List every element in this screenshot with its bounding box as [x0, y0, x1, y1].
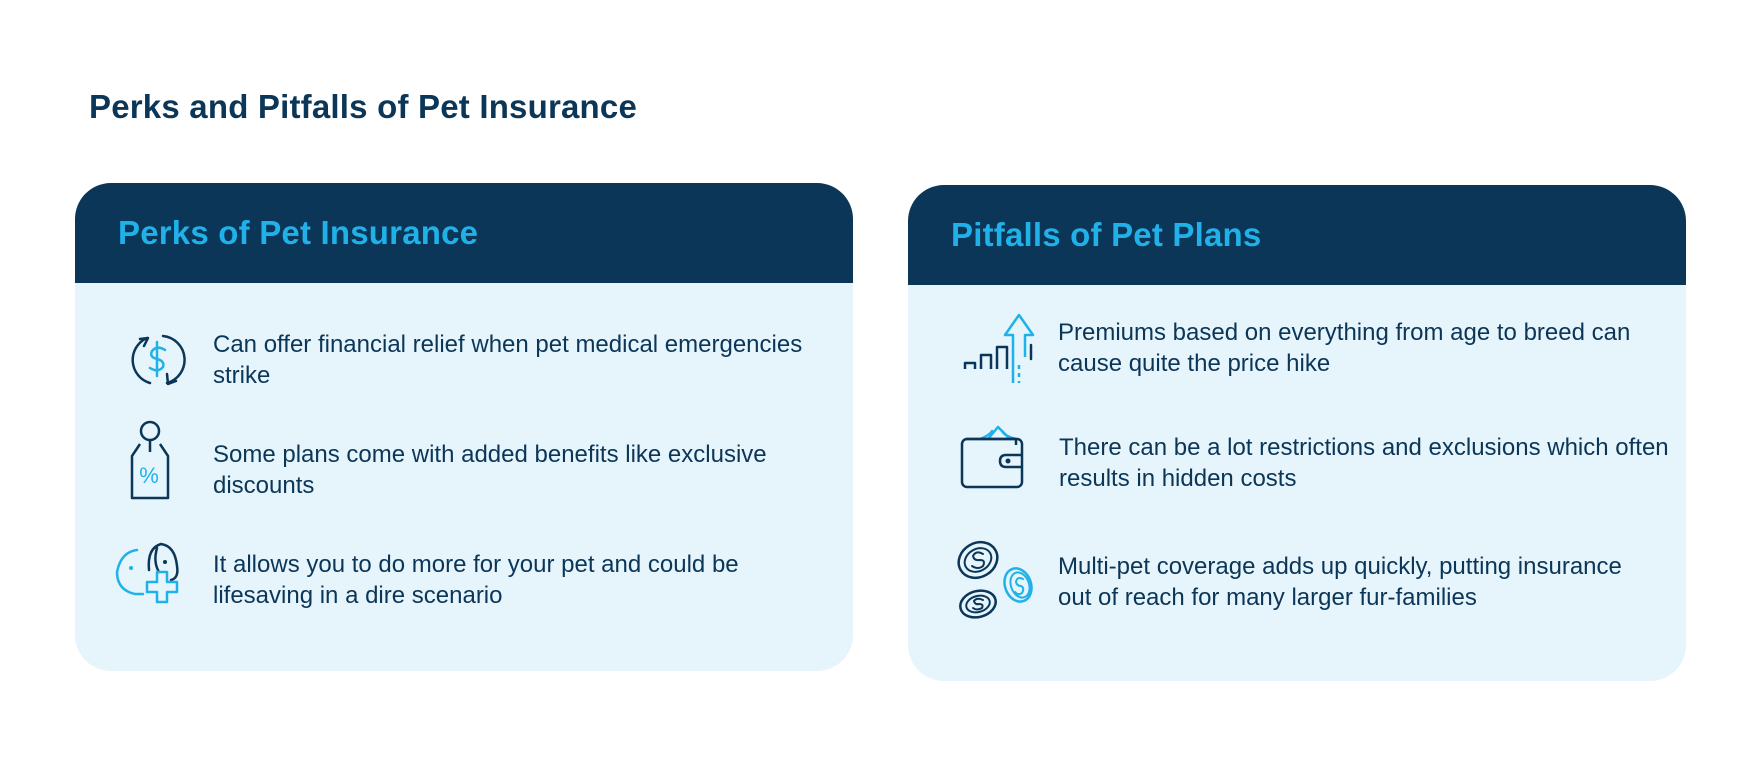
svg-text:%: % [139, 463, 159, 488]
pitfall-item-text: There can be a lot restrictions and exclusions which often results in hidden costs [1059, 434, 1669, 492]
pet-health-icon [113, 540, 185, 618]
perks-card-header [75, 183, 853, 283]
pitfall-item-text: Multi-pet coverage adds up quickly, putting insurance out of reach for many larger fur-families [1058, 553, 1622, 611]
pitfall-item-text: Premiums based on everything from age to breed can cause quite the price hike [1058, 319, 1631, 377]
page-title: Perks and Pitfalls of Pet Insurance [89, 88, 638, 125]
price-increase-icon [963, 307, 1035, 387]
pitfalls-card [908, 185, 1686, 681]
perks-card [75, 183, 853, 671]
coins-icon [956, 538, 1038, 622]
perk-item-text: Can offer financial relief when pet medical emergencies strike [213, 331, 803, 389]
discount-tag-icon [128, 420, 178, 502]
perks-card-title: Perks of Pet Insurance [118, 214, 479, 251]
perk-item-text: It allows you to do more for your pet and could be lifesaving in a dire scenario [213, 551, 739, 609]
perk-item-text: Some plans come with added benefits like exclusive discounts [213, 441, 767, 499]
wallet-icon [958, 421, 1030, 491]
dollar-cycle-icon [123, 326, 193, 396]
pitfalls-card-header [908, 185, 1686, 285]
pitfalls-card-title: Pitfalls of Pet Plans [951, 216, 1262, 253]
